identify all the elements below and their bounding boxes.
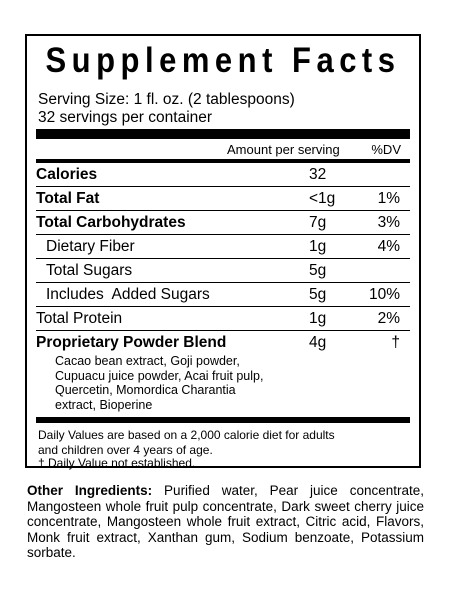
nutrient-name: Total Sugars [46, 262, 133, 279]
nutrient-row-total-fat [36, 187, 410, 211]
nutrient-name: Total Carbohydrates [36, 214, 186, 231]
nutrient-amount: 1g [309, 238, 327, 255]
nutrient-amount: 1g [309, 310, 327, 327]
thick-divider [36, 129, 410, 139]
nutrient-dv: 4% [377, 238, 400, 255]
nutrient-amount: 32 [309, 166, 327, 183]
serving-info [38, 91, 295, 127]
nutrient-dv: 2% [377, 310, 400, 327]
nutrient-amount: 5g [309, 286, 327, 303]
nutrient-dv: 1% [377, 190, 400, 207]
other-ingredients-heading: Other Ingredients: [27, 483, 153, 498]
bottom-divider [36, 417, 410, 423]
nutrient-name: Proprietary Powder Blend [36, 334, 227, 351]
nutrient-amount: <1g [309, 190, 336, 207]
blend-ingredients [55, 354, 295, 412]
dv-header: %DV [371, 142, 401, 157]
supplement-facts-panel [25, 34, 421, 468]
nutrient-row-total-protein [36, 307, 410, 331]
footnote-line: Daily Values are based on a 2,000 calorie diet for adults [38, 428, 335, 442]
daily-value-footnote [38, 428, 408, 457]
nutrient-dv: 10% [368, 286, 400, 303]
other-ingredients [27, 483, 424, 561]
nutrient-name: Includes Added Sugars [46, 286, 210, 303]
nutrient-row-total-carbohydrates [36, 211, 410, 235]
nutrient-dv: † [391, 334, 400, 351]
nutrient-amount: 4g [309, 334, 327, 351]
nutrient-amount: 7g [309, 214, 327, 231]
nutrient-name: Calories [36, 166, 98, 183]
nutrient-dv: 3% [377, 214, 400, 231]
blend-line: extract, Bioperine [55, 397, 153, 412]
nutrient-name: Total Protein [36, 310, 123, 327]
nutrient-row-proprietary-blend [36, 331, 410, 354]
servings-per-container: 32 servings per container [38, 109, 213, 126]
amount-header: Amount per serving [227, 142, 340, 157]
nutrient-name: Total Fat [36, 190, 100, 207]
blend-line: Cupuacu juice powder, Acai fruit pulp, [55, 368, 264, 383]
footnote-line: and children over 4 years of age. [38, 442, 213, 457]
serving-size: Serving Size: 1 fl. oz. (2 tablespoons) [38, 91, 295, 108]
blend-line: Cacao bean extract, Goji powder, [55, 354, 240, 368]
label-title: Supplement Facts [45, 40, 401, 81]
nutrient-row-total-sugars [36, 259, 410, 283]
nutrient-amount: 5g [309, 262, 327, 279]
dagger-note: † Daily Value not established. [38, 456, 196, 470]
nutrient-name: Dietary Fiber [46, 238, 135, 255]
blend-line: Quercetin, Momordica Charantia [55, 383, 236, 397]
nutrient-row-dietary-fiber [36, 235, 410, 259]
other-ingredients-text: Purified water, Pear juice concentrate, Mangosteen whole fruit pulp concentrate, Dark sweet cherry juice concentrate, Mangosteen whole fruit extract, Citric acid, Flavors, Monk fruit extract, Xanthan gum, Sodium benzoate, Potassium sorbate. [27, 483, 424, 560]
nutrient-row-calories [36, 163, 410, 187]
nutrient-row-added-sugars [36, 283, 410, 307]
